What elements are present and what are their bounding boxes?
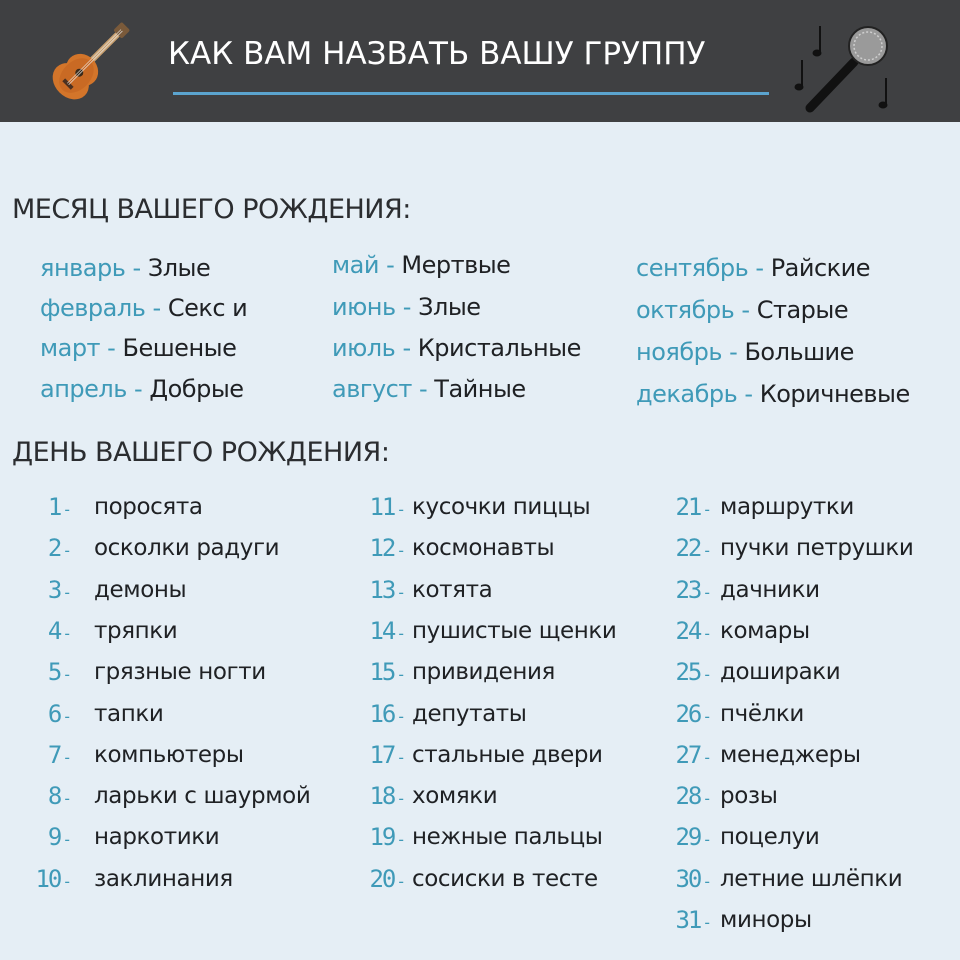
separator: -: [62, 541, 70, 561]
separator: -: [386, 251, 395, 279]
day-number-value: 2: [47, 534, 61, 563]
separator: -: [702, 665, 710, 685]
month-word: Большие: [744, 338, 854, 366]
day-number-value: 8: [47, 782, 61, 811]
month-name: февраль: [40, 294, 146, 322]
day-number: [650, 823, 710, 851]
day-number-value: 14: [369, 616, 395, 645]
day-word: пушистые щенки: [412, 617, 617, 644]
day-number-value: 19: [369, 823, 395, 852]
header-bar: [0, 0, 960, 122]
month-entry: [636, 338, 854, 366]
day-number-value: 12: [369, 534, 395, 563]
day-number: [10, 782, 70, 810]
month-word: Райские: [770, 254, 871, 282]
separator: -: [396, 500, 404, 519]
day-number-value: 18: [369, 782, 395, 811]
day-number: [344, 782, 404, 810]
day-word: пчёлки: [720, 700, 804, 727]
day-number-value: 26: [675, 699, 701, 728]
separator: -: [702, 623, 710, 643]
separator: -: [418, 375, 428, 403]
day-number: [10, 865, 70, 893]
separator: -: [396, 747, 404, 767]
day-number: [10, 576, 70, 604]
month-word: Коричневые: [759, 380, 910, 408]
day-number: [10, 493, 70, 521]
month-word: Кристальные: [417, 334, 581, 362]
month-name: май: [332, 251, 379, 279]
day-number: [10, 617, 70, 645]
day-number-value: 16: [369, 699, 395, 728]
month-name: апрель: [40, 375, 127, 403]
month-word: Добрые: [149, 375, 244, 403]
month-word: Мертвые: [401, 251, 511, 279]
separator: -: [702, 871, 710, 891]
day-number: [344, 534, 404, 562]
month-entry: [40, 375, 244, 403]
day-word: осколки радуги: [94, 535, 280, 562]
separator: -: [62, 706, 70, 726]
day-word: маршрутки: [720, 494, 854, 520]
separator: -: [396, 789, 404, 809]
separator: -: [744, 380, 753, 408]
day-number-value: 30: [675, 864, 701, 893]
separator: -: [134, 375, 143, 403]
day-word: менеджеры: [720, 741, 861, 768]
month-entry: [332, 334, 581, 362]
day-word: депутаты: [412, 700, 527, 727]
month-name: август: [332, 375, 412, 403]
day-number: [650, 576, 710, 604]
day-number: [650, 617, 710, 645]
month-entry: [40, 334, 236, 362]
separator: -: [729, 338, 738, 366]
separator: -: [702, 913, 710, 932]
day-number: [10, 700, 70, 728]
month-entry: [636, 296, 848, 324]
day-number: [344, 865, 404, 893]
month-word: Старые: [756, 296, 849, 324]
day-word: розы: [720, 783, 778, 810]
separator: -: [152, 294, 161, 322]
day-number-value: 28: [675, 782, 701, 811]
separator: -: [62, 582, 70, 602]
day-number-value: 27: [675, 740, 701, 769]
day-word: поцелуи: [720, 824, 820, 851]
separator: -: [702, 582, 710, 602]
day-word: ларьки с шаурмой: [94, 783, 311, 810]
day-number-value: 7: [47, 740, 61, 769]
day-number-value: 22: [675, 534, 701, 563]
separator: -: [755, 254, 764, 282]
separator: -: [396, 541, 404, 561]
separator: -: [402, 293, 411, 321]
day-number-value: 29: [675, 823, 701, 852]
day-number: [650, 700, 710, 728]
month-word: Тайные: [434, 375, 526, 403]
day-word: летние шлёпки: [720, 865, 903, 892]
separator: -: [702, 830, 710, 850]
day-word: сосиски в тесте: [412, 865, 598, 892]
day-word: поросята: [94, 494, 203, 520]
day-number-value: 31: [675, 906, 701, 934]
separator: -: [132, 254, 141, 282]
day-number-value: 1: [47, 493, 61, 521]
month-word: Бешеные: [122, 334, 237, 362]
day-word: пучки петрушки: [720, 535, 914, 562]
month-entry: [332, 293, 481, 321]
separator: -: [62, 500, 70, 519]
separator: -: [702, 500, 710, 519]
month-name: январь: [40, 254, 126, 282]
month-entry: [332, 375, 526, 403]
day-word: кусочки пиццы: [412, 494, 591, 520]
day-number-value: 21: [675, 493, 701, 521]
day-word: грязные ногти: [94, 659, 266, 686]
day-number-value: 3: [47, 575, 61, 604]
separator: -: [396, 706, 404, 726]
day-number-value: 9: [47, 823, 61, 852]
day-number: [344, 493, 404, 521]
day-word: тряпки: [94, 617, 178, 644]
day-word: привидения: [412, 659, 555, 686]
day-number: [344, 741, 404, 769]
month-entry: [636, 254, 870, 282]
days-section-title: ДЕНЬ ВАШЕГО РОЖДЕНИЯ:: [12, 437, 390, 468]
day-number: [344, 658, 404, 686]
separator: -: [107, 334, 116, 362]
month-entry: [636, 380, 910, 408]
separator: -: [396, 623, 404, 643]
day-number-value: 6: [47, 699, 61, 728]
month-name: март: [40, 334, 101, 362]
day-number: [344, 700, 404, 728]
separator: -: [402, 334, 411, 362]
day-number: [650, 658, 710, 686]
day-word: котята: [412, 576, 493, 603]
day-number-value: 23: [675, 575, 701, 604]
month-name: ноябрь: [636, 338, 722, 366]
separator: -: [396, 830, 404, 850]
separator: -: [62, 830, 70, 850]
months-section-title: МЕСЯЦ ВАШЕГО РОЖДЕНИЯ:: [12, 194, 411, 225]
day-number: [650, 534, 710, 562]
day-number-value: 24: [675, 616, 701, 645]
day-word: комары: [720, 617, 810, 644]
separator: -: [702, 789, 710, 809]
separator: -: [702, 541, 710, 561]
separator: -: [62, 623, 70, 643]
month-name: октябрь: [636, 296, 735, 324]
month-word: Злые: [418, 293, 481, 321]
day-number: [10, 823, 70, 851]
separator: -: [62, 665, 70, 685]
month-entry: [40, 294, 247, 322]
day-number-value: 5: [47, 658, 61, 687]
day-number-value: 4: [47, 616, 61, 645]
guitar-icon: [44, 12, 140, 108]
day-number: [650, 493, 710, 521]
day-word: демоны: [94, 576, 187, 603]
day-number: [344, 823, 404, 851]
month-name: сентябрь: [636, 254, 749, 282]
month-name: декабрь: [636, 380, 738, 408]
day-word: нежные пальцы: [412, 824, 603, 851]
separator: -: [396, 871, 404, 891]
day-number: [650, 741, 710, 769]
month-word: Злые: [147, 254, 211, 282]
day-number-value: 15: [369, 658, 395, 687]
month-entry: [332, 251, 510, 279]
month-name: июнь: [332, 293, 396, 321]
separator: -: [62, 747, 70, 767]
day-number-value: 17: [369, 740, 395, 769]
month-name: июль: [332, 334, 396, 362]
day-word: стальные двери: [412, 741, 603, 768]
day-number: [650, 906, 710, 934]
day-word: наркотики: [94, 824, 220, 851]
day-word: космонавты: [412, 535, 555, 562]
day-number-value: 13: [369, 575, 395, 604]
separator: -: [702, 706, 710, 726]
page-title: КАК ВАМ НАЗВАТЬ ВАШУ ГРУППУ: [168, 36, 706, 72]
separator: -: [396, 665, 404, 685]
day-word: миноры: [720, 907, 812, 933]
day-number: [344, 617, 404, 645]
day-word: заклинания: [94, 865, 233, 892]
day-word: хомяки: [412, 783, 498, 810]
separator: -: [62, 789, 70, 809]
day-number-value: 25: [675, 658, 701, 687]
day-number: [650, 865, 710, 893]
month-entry: [40, 254, 210, 282]
day-number: [344, 576, 404, 604]
title-underline: [173, 92, 769, 95]
day-number: [10, 658, 70, 686]
day-number-value: 10: [35, 864, 61, 893]
day-word: дачники: [720, 576, 820, 603]
separator: -: [396, 582, 404, 602]
day-number: [650, 782, 710, 810]
day-word: компьютеры: [94, 741, 244, 768]
day-number: [10, 534, 70, 562]
day-number-value: 20: [369, 864, 395, 893]
month-word: Секс и: [167, 294, 248, 322]
day-number: [10, 741, 70, 769]
microphone-icon: [792, 12, 902, 116]
separator: -: [741, 296, 750, 324]
day-word: тапки: [94, 700, 164, 727]
day-number-value: 11: [369, 493, 395, 521]
day-word: дошираки: [720, 659, 841, 686]
separator: -: [62, 871, 70, 891]
separator: -: [702, 747, 710, 767]
